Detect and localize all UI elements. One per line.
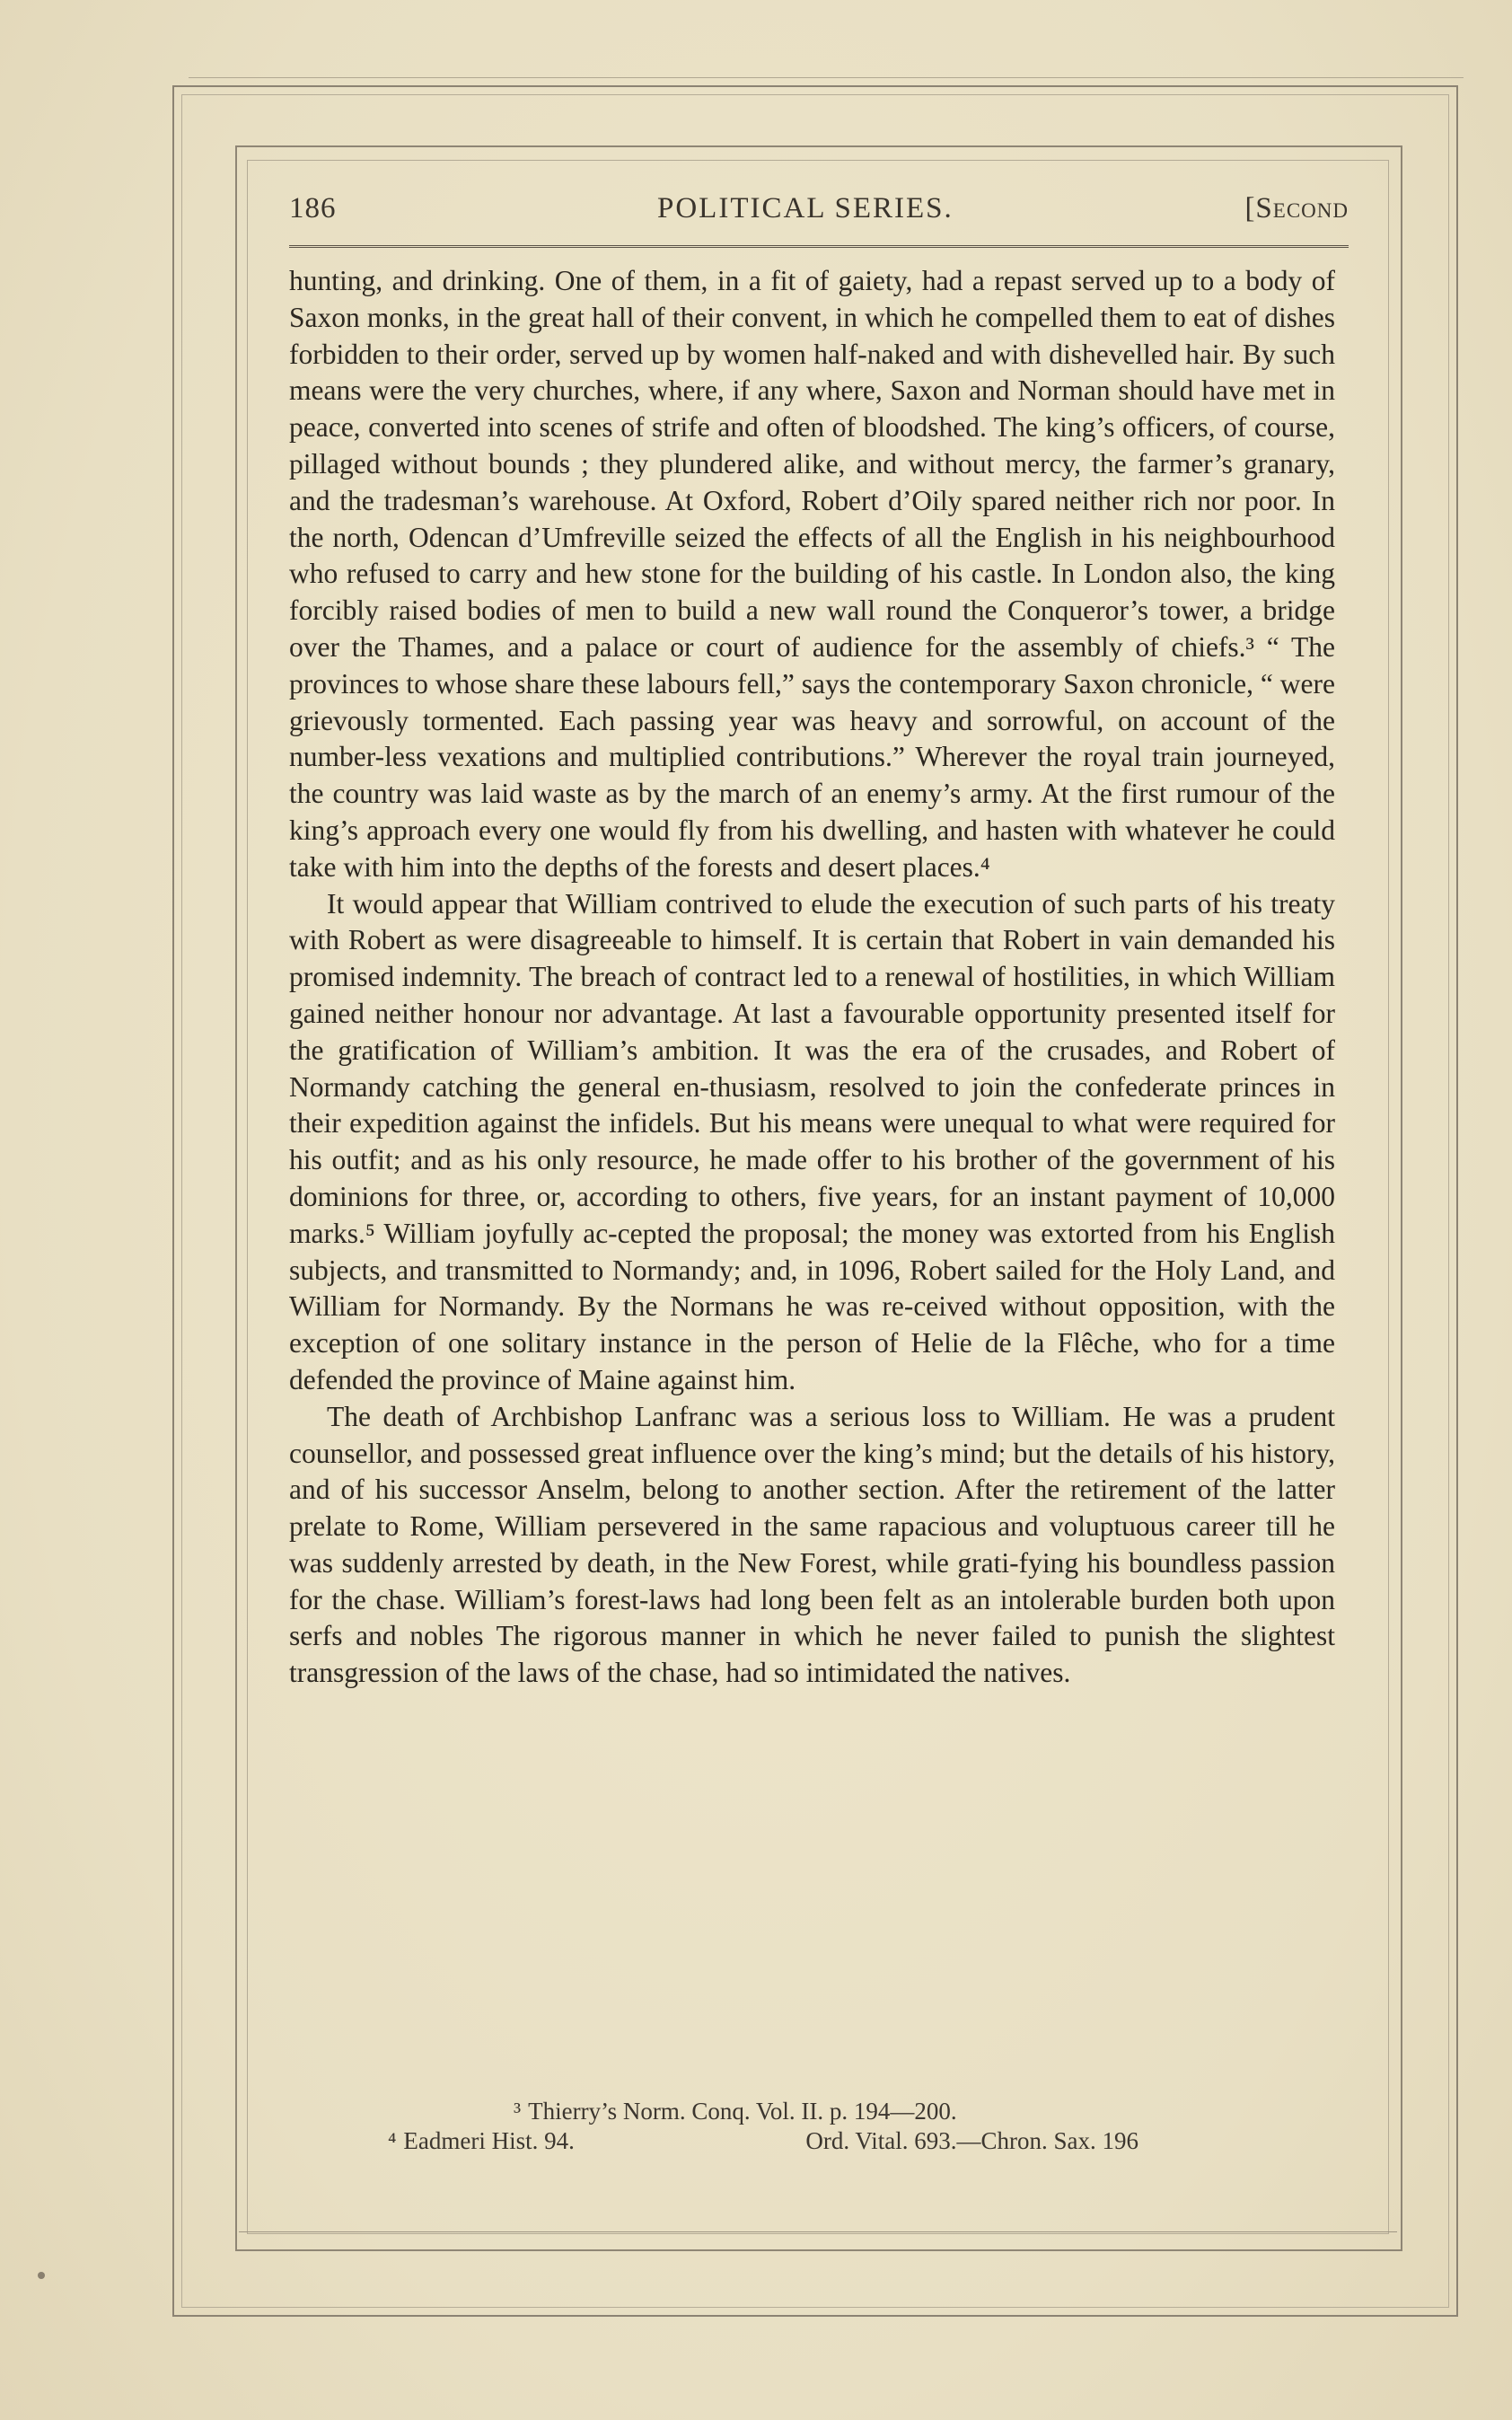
footnote-3-marker: ³: [514, 2098, 522, 2125]
section-marker: [Second: [1244, 192, 1349, 224]
footnote-3-text: Thierry’s Norm. Conq. Vol. II. p. 194—200.: [528, 2098, 957, 2125]
footnote-4-marker: ⁴: [388, 2127, 397, 2154]
top-page-line: [189, 77, 1464, 78]
paper-speck: [38, 2272, 45, 2279]
footnote-4-right-text: Ord. Vital. 693.—Chron. Sax. 196: [805, 2127, 1139, 2154]
page-header: [289, 192, 1349, 235]
main-text: [289, 263, 1335, 1692]
header-rule: [289, 245, 1349, 248]
paragraph-2: It would appear that William contrived to elude the execution of such parts of his treaty with Robert as were disagreeable to himself. It is certain that Robert in vain demanded his promised indemnity. The breach of contract led to a renewal of hostilities, in which William gained neither honour nor advantage. At last a favourable opportunity presented itself for the gratification of William’s ambition. It was the era of the crusades, and Robert of Normandy catching the general en-thusiasm, resolved to join the confederate princes in their expedition against the infidels. But his means were unequal to what were required for his outfit; and as his only resource, he made offer to his brother of the government of his dominions for three, or, according to others, five years, for an instant payment of 10,000 marks.⁵ William joyfully ac-cepted the proposal; the money was extorted from his English subjects, and transmitted to Normandy; and, in 1096, Robert sailed for the Holy Land, and William for Normandy. By the Normans he was re-ceived without opposition, with the exception of one solitary instance in the person of Helie de la Flêche, who for a time defended the province of Maine against him.: [289, 887, 1335, 1395]
bottom-rule: [239, 2231, 1397, 2232]
page-number: 186: [289, 192, 337, 224]
paragraph-3: The death of Archbishop Lanfranc was a serious loss to William. He was a prudent counsellor, and possessed great influence over the king’s mind; but the details of his history, and of his successor Anselm, belong to another section. After the retirement of the latter prelate to Rome, William persevered in the same rapacious and voluptuous career till he was suddenly arrested by death, in the New Forest, while grati-fying his boundless passion for the chase. William’s forest-laws had long been felt as an intolerable burden both upon serfs and nobles The rigorous manner in which he never failed to punish the slightest transgression of the laws of the chase, had so intimidated the natives.: [289, 1400, 1335, 1689]
paragraph-1: hunting, and drinking. One of them, in a fit of gaiety, had a repast served up to a body of Saxon monks, in the great hall of their convent, in which he compelled them to eat of dishes forbidden to their order, served up by women half-naked and with dishevelled hair. By such means were the very churches, where, if any where, Saxon and Norman should have met in peace, converted into scenes of strife and often of bloodshed. The king’s officers, of course, pillaged without bounds ; they plundered alike, and without mercy, the farmer’s granary, and the tradesman’s warehouse. At Oxford, Robert d’Oily spared neither rich nor poor. In the north, Odencan d’Umfreville seized the effects of all the English in his neighbourhood who refused to carry and hew stone for the building of his castle. In London also, the king forcibly raised bodies of men to build a new wall round the Conqueror’s tower, a bridge over the Thames, and a palace or court of audience for the assembly of chiefs.³ “ The provinces to whose share these labours fell,” says the contemporary Saxon chronicle, “ were grievously tormented. Each passing year was heavy and sorrowful, on account of the number-less vexations and multiplied contributions.” Wherever the royal train journeyed, the country was laid waste as by the march of an enemy’s army. At the first rumour of the king’s approach every one would fly from his dwelling, and hasten with whatever he could take with him into the depths of the forests and desert places.⁴: [289, 265, 1335, 883]
footnote-4: [289, 2126, 1335, 2156]
footnote-4-left-text: Eadmeri Hist. 94.: [403, 2127, 575, 2154]
footnotes: [289, 2097, 1335, 2156]
footnote-3: [289, 2097, 1335, 2126]
running-title: POLITICAL SERIES.: [657, 192, 954, 224]
